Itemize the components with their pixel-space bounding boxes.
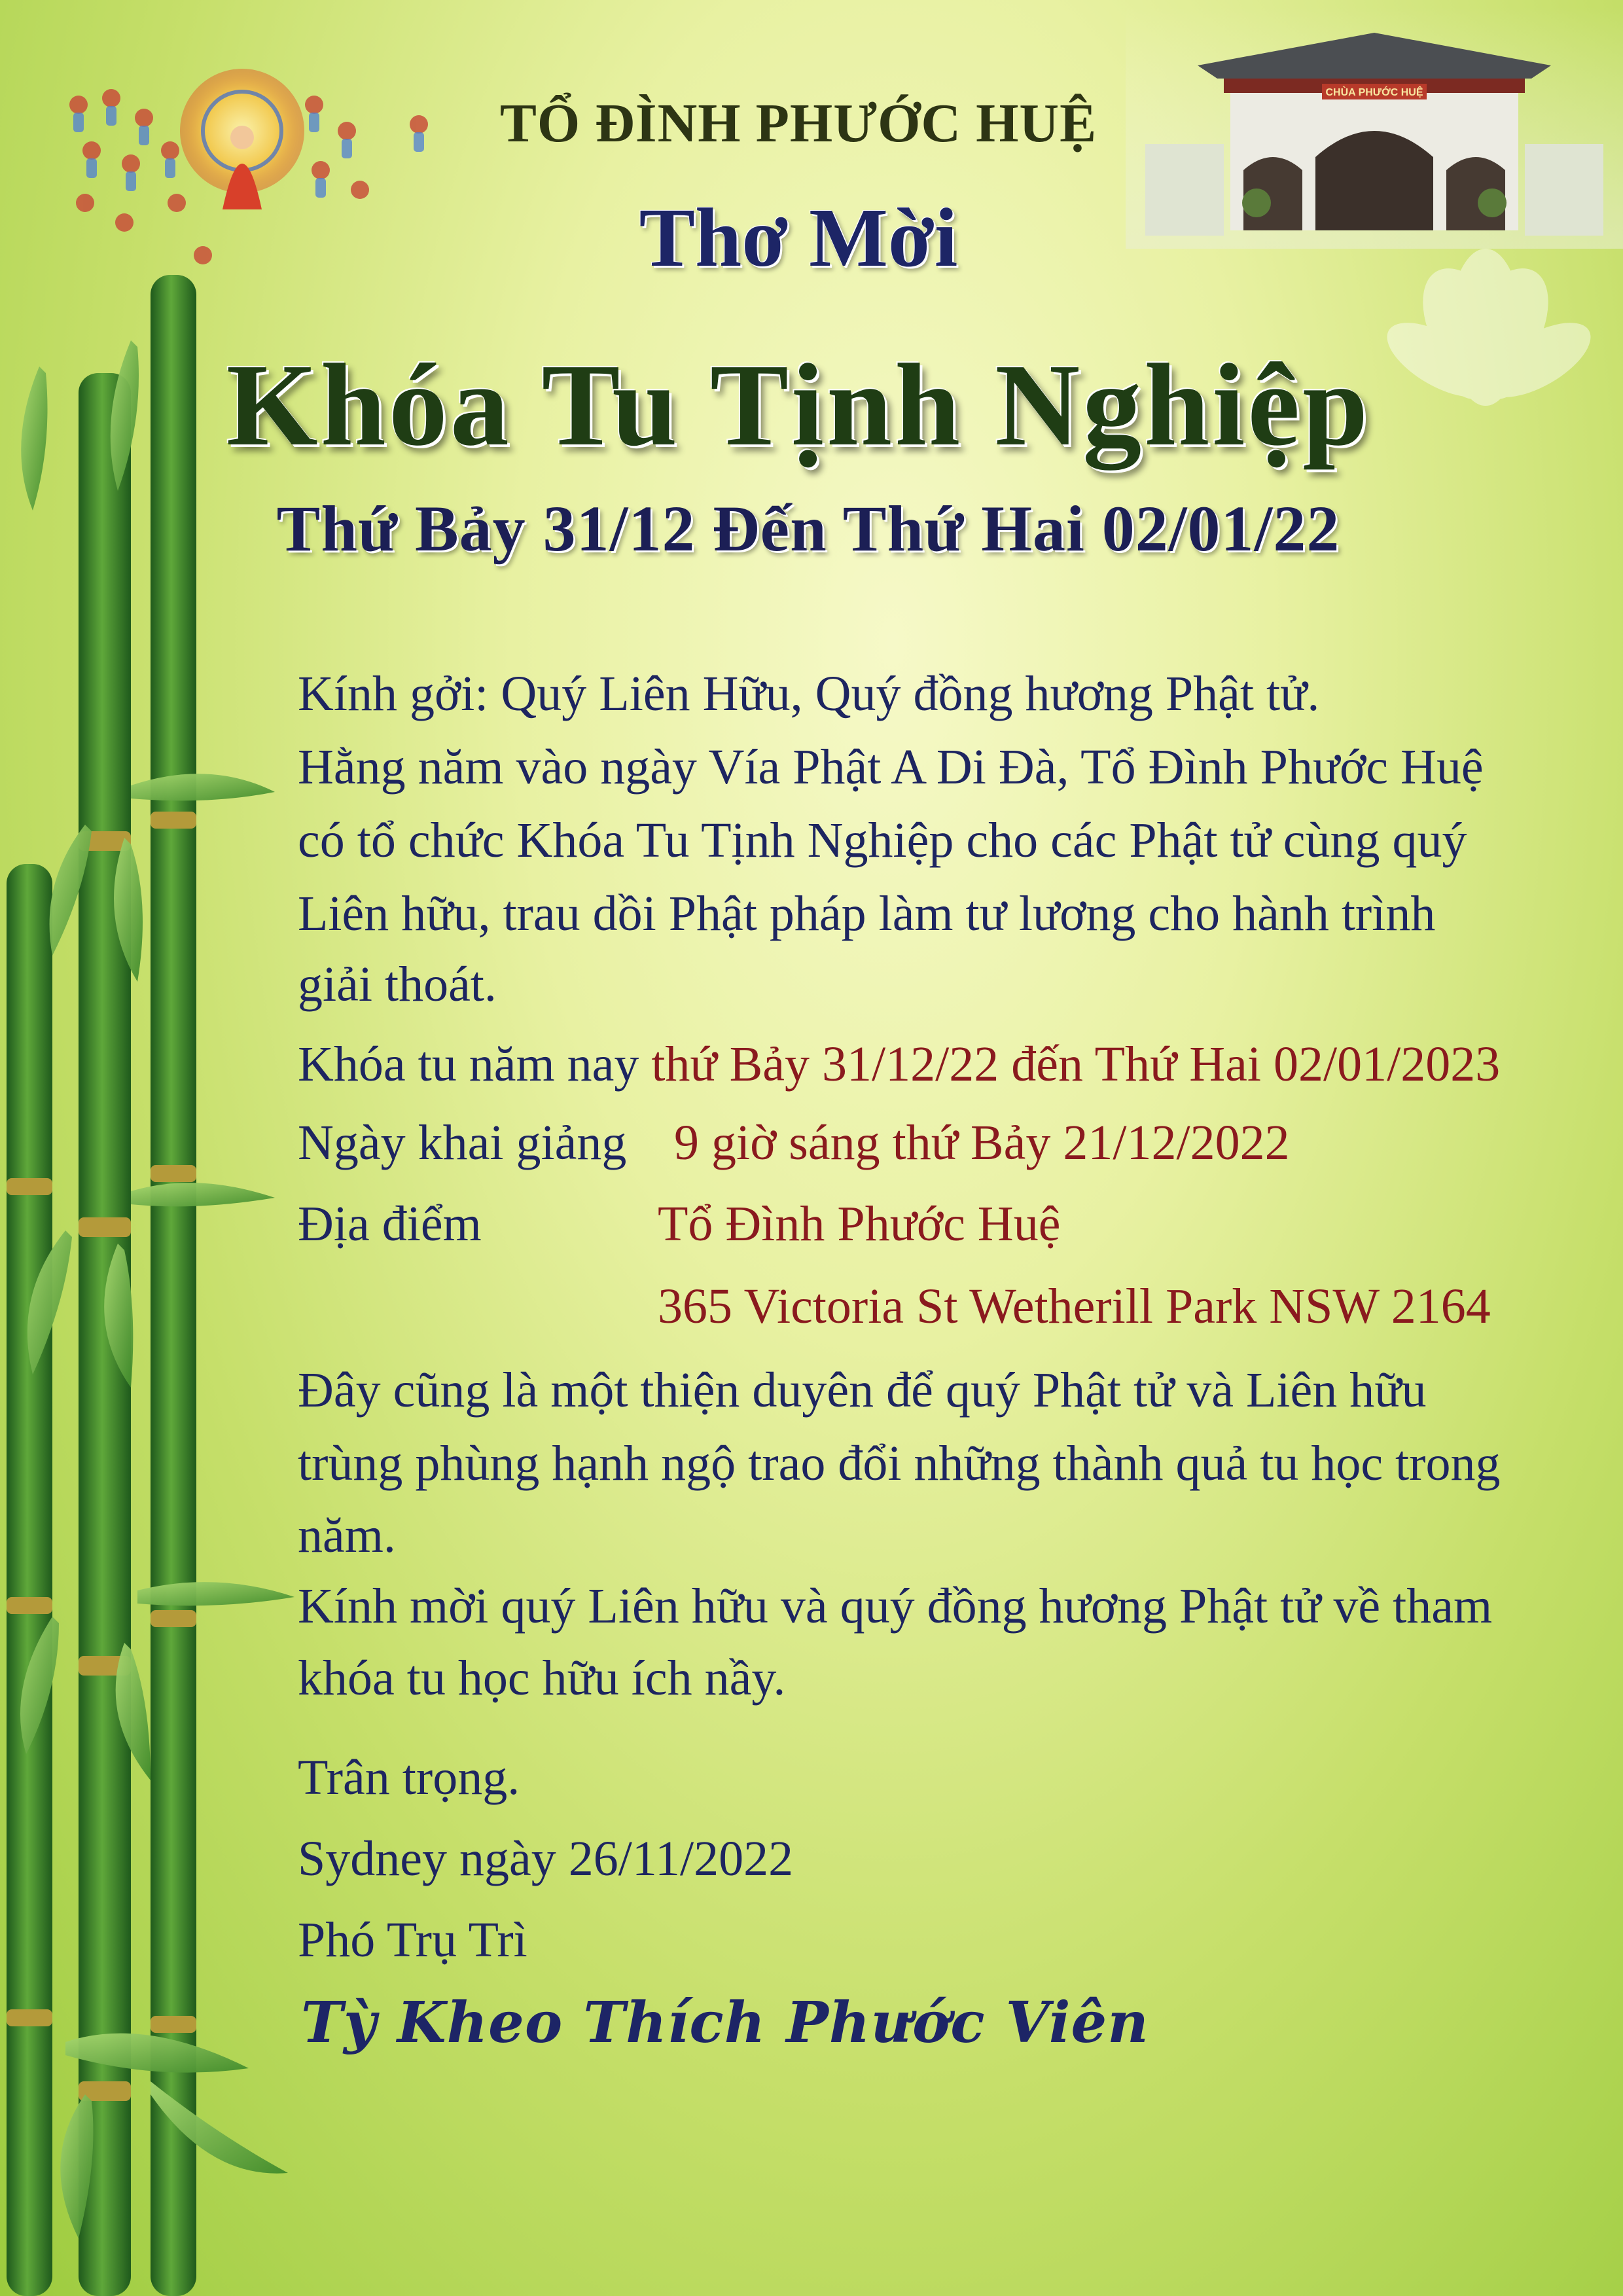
bamboo-illustration xyxy=(0,275,301,2296)
invitation-heading: Thơ Mời xyxy=(639,191,958,284)
salutation: Kính gởi: Quý Liên Hữu, Quý đồng hương Phật tử. xyxy=(298,666,1320,721)
retreat-period-label: Khóa tu năm nay xyxy=(298,1037,639,1092)
location-address-cell xyxy=(658,1270,1491,1343)
retreat-period-row xyxy=(298,1028,1500,1101)
opening-value-cell xyxy=(674,1106,1290,1179)
location-label: Địa điểm xyxy=(298,1196,482,1251)
location-name-cell xyxy=(658,1187,1060,1261)
intro-line-3: Liên hữu, trau dồi Phật pháp làm tư lương cho hành trình xyxy=(298,886,1436,941)
opening-label: Ngày khai giảng xyxy=(298,1115,627,1170)
closing-line-3: năm. xyxy=(298,1508,396,1563)
intro-line-1: Hằng năm vào ngày Vía Phật A Di Đà, Tổ Đình Phước Huệ xyxy=(298,740,1484,795)
location-name: Tổ Đình Phước Huệ xyxy=(658,1196,1061,1251)
regards: Trân trọng. xyxy=(298,1750,520,1805)
intro-line-4: giải thoát. xyxy=(298,957,497,1012)
closing-line-1: Đây cũng là một thiện duyên để quý Phật tử và Liên hữu xyxy=(298,1363,1427,1418)
temple-sign-text: CHÙA PHƯỚC HUỆ xyxy=(1325,87,1423,98)
retreat-period-value: thứ Bảy 31/12/22 đến Thứ Hai 02/01/2023 xyxy=(651,1037,1501,1092)
retreat-title: Khóa Tu Tịnh Nghiệp xyxy=(226,340,1371,470)
closing-line-4: Kính mời quý Liên hữu và quý đồng hương Phật tử về tham xyxy=(298,1579,1493,1634)
location-row xyxy=(298,1187,482,1261)
signer-role: Phó Trụ Trì xyxy=(298,1912,527,1967)
retreat-dates: Thứ Bảy 31/12 Đến Thứ Hai 02/01/22 xyxy=(276,492,1340,565)
place-date: Sydney ngày 26/11/2022 xyxy=(298,1831,794,1886)
closing-line-2: trùng phùng hạnh ngộ trao đổi những thành quả tu học trong xyxy=(298,1436,1501,1491)
location-address: 365 Victoria St Wetherill Park NSW 2164 xyxy=(658,1279,1491,1334)
opening-row xyxy=(298,1106,626,1179)
signer-name: Tỳ Kheo Thích Phước Viên xyxy=(301,1990,1149,2056)
organization-name: TỔ ĐÌNH PHƯỚC HUỆ xyxy=(499,93,1097,154)
closing-line-5: khóa tu học hữu ích nầy. xyxy=(298,1651,786,1706)
intro-line-2: có tổ chức Khóa Tu Tịnh Nghiệp cho các Phật tử cùng quý xyxy=(298,813,1467,868)
opening-value: 9 giờ sáng thứ Bảy 21/12/2022 xyxy=(674,1115,1290,1170)
